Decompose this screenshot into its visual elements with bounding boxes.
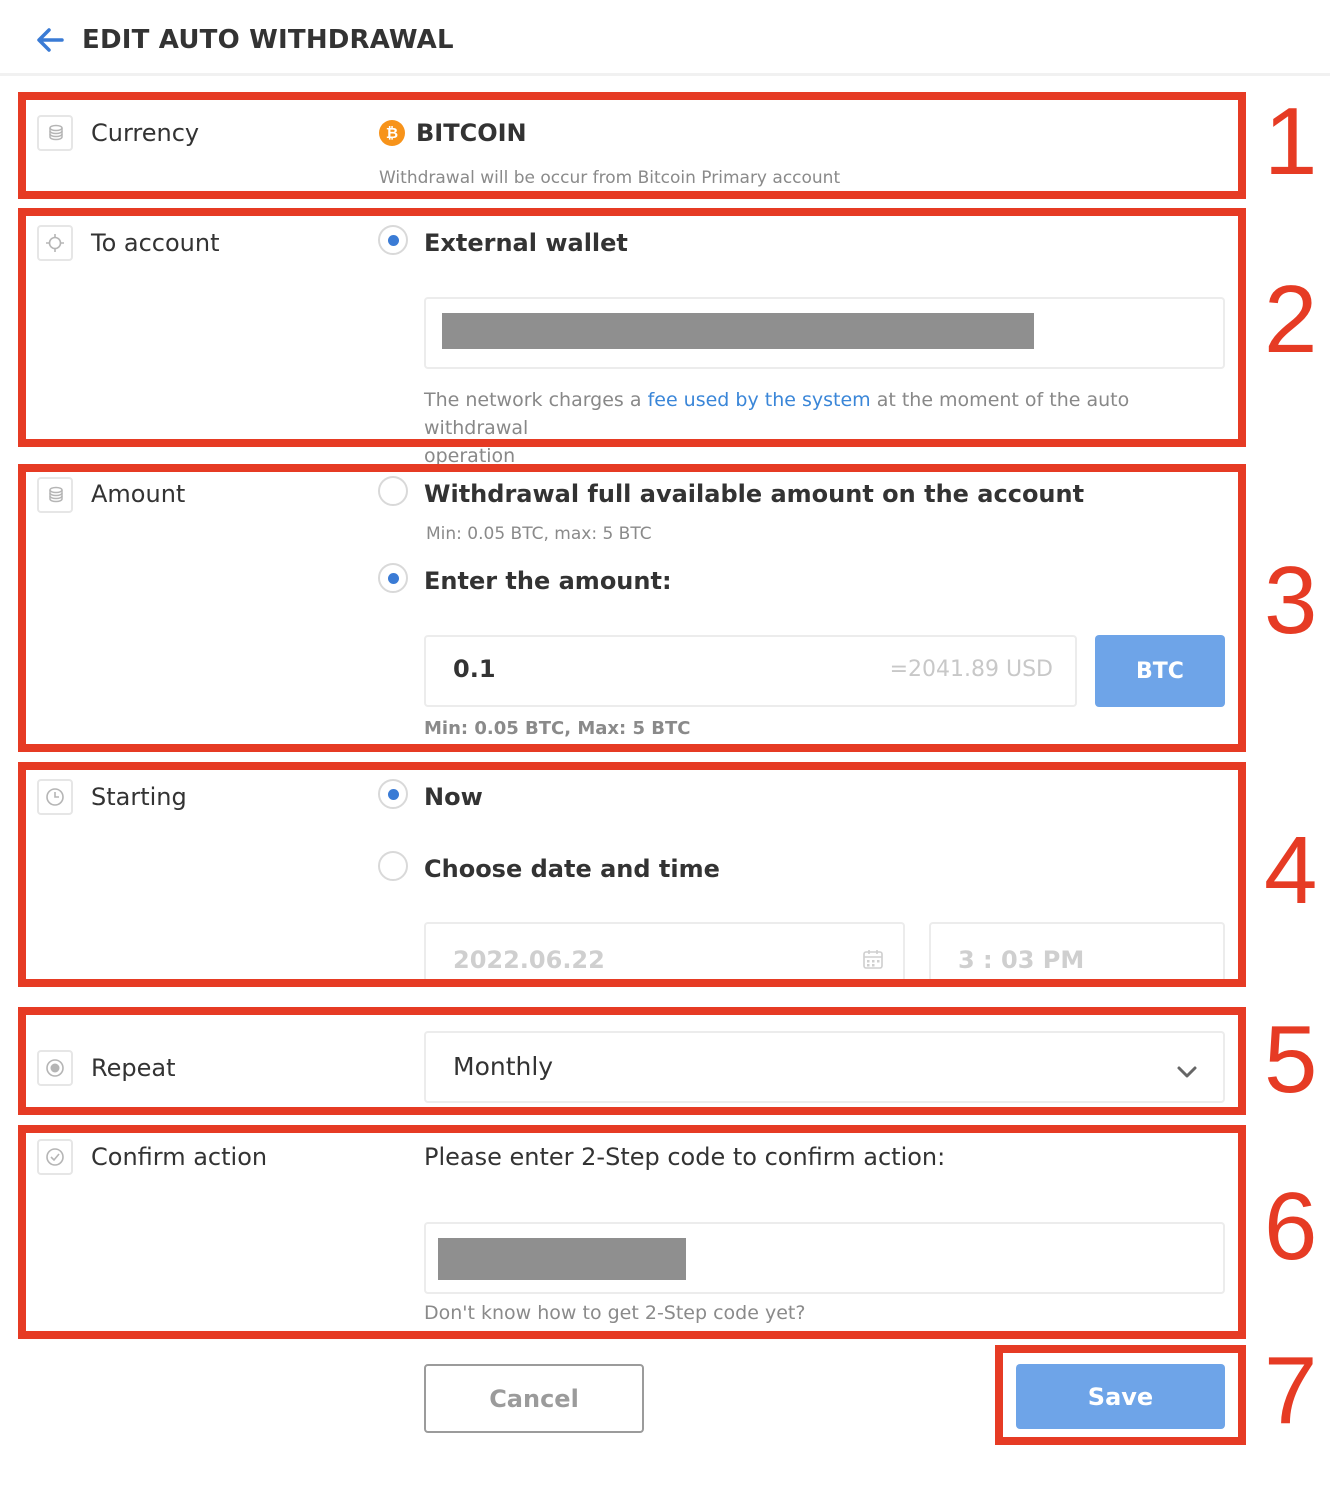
annotation-box-2 [18, 208, 1246, 447]
annotation-number-2: 2 [1264, 266, 1318, 373]
annotation-number-4: 4 [1264, 817, 1318, 924]
amount-limits: Min: 0.05 BTC, Max: 5 BTC [424, 718, 691, 739]
annotation-box-1 [18, 92, 1246, 199]
annotation-number-6: 6 [1264, 1173, 1318, 1280]
amount-label: Amount [91, 480, 186, 508]
cancel-button[interactable]: Cancel [424, 1364, 644, 1433]
time-value: 3 : 03 PM [958, 946, 1085, 974]
full-amount-hint: Min: 0.05 BTC, max: 5 BTC [426, 524, 652, 544]
currency-note: Withdrawal will be occur from Bitcoin Primary account [379, 168, 841, 188]
fee-note-prefix: The network charges a [424, 389, 648, 411]
annotation-number-5: 5 [1264, 1006, 1318, 1113]
annotation-box-6 [18, 1125, 1246, 1339]
full-amount-label: Withdrawal full available amount on the account [424, 480, 1085, 508]
back-arrow-icon[interactable] [34, 24, 66, 56]
currency-unit-button[interactable]: BTC [1095, 635, 1225, 707]
date-value: 2022.06.22 [453, 946, 605, 974]
confirm-prompt: Please enter 2-Step code to confirm action: [424, 1143, 946, 1171]
repeat-value: Monthly [453, 1052, 554, 1081]
starting-label: Starting [91, 783, 187, 811]
currency-value: BITCOIN [416, 119, 527, 147]
page-header [0, 0, 1330, 76]
page-title: EDIT AUTO WITHDRAWAL [82, 25, 454, 55]
choose-date-label: Choose date and time [424, 855, 720, 883]
repeat-label: Repeat [91, 1054, 176, 1082]
save-button[interactable]: Save [1016, 1364, 1225, 1429]
annotation-box-3 [18, 464, 1246, 752]
bitcoin-icon: ₿ [379, 120, 405, 146]
external-wallet-label: External wallet [424, 229, 628, 257]
fee-link[interactable]: fee used by the system [647, 389, 871, 411]
to-account-label: To account [91, 229, 220, 257]
enter-amount-label: Enter the amount: [424, 567, 672, 595]
annotation-box-4 [18, 762, 1246, 987]
annotation-box-7 [995, 1345, 1246, 1445]
amount-value: 0.1 [453, 655, 496, 683]
two-step-help[interactable]: Don't know how to get 2-Step code yet? [424, 1302, 806, 1324]
annotation-number-3: 3 [1264, 547, 1318, 654]
fee-note-suffix: at the moment of the auto withdrawal [424, 389, 1130, 439]
annotation-number-1: 1 [1264, 88, 1318, 195]
annotation-number-7: 7 [1264, 1337, 1318, 1444]
fee-note-line2: operation [424, 445, 516, 467]
usd-equivalent: =2041.89 USD [889, 657, 1053, 682]
now-label: Now [424, 783, 483, 811]
annotation-box-5 [18, 1007, 1246, 1115]
currency-label: Currency [91, 119, 200, 147]
confirm-label: Confirm action [91, 1143, 268, 1171]
